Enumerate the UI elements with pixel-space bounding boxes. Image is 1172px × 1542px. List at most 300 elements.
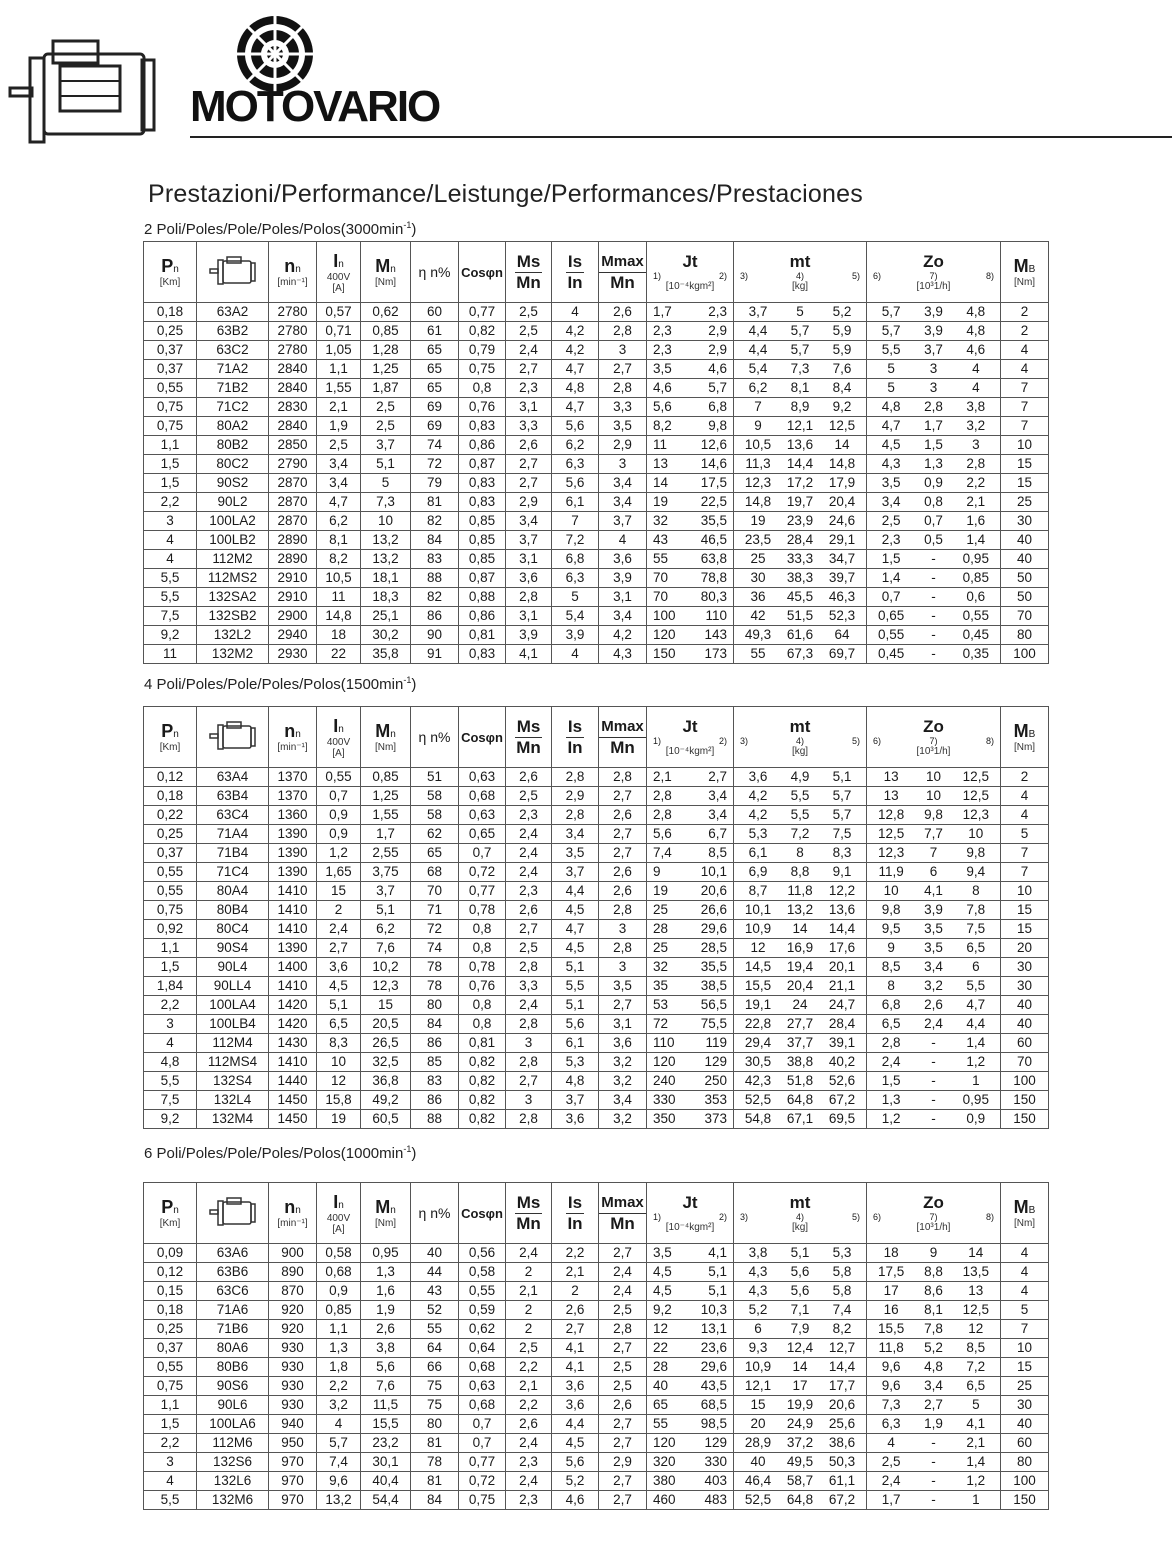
cell: 3,1 (613, 1016, 632, 1031)
cell: 35,5 (700, 513, 727, 528)
cell: 1,5 (160, 1416, 180, 1431)
col-ms-mn: $\frac{Ms}{Mn}$ (506, 1183, 552, 1244)
cell: 7 (1020, 418, 1029, 433)
cell: 30 (1016, 1397, 1033, 1412)
cell: 4,3 (613, 646, 632, 661)
cell: 112MS4 (207, 1054, 258, 1069)
cell: 40 (1016, 551, 1033, 566)
table-row (144, 1110, 1049, 1129)
cell: 5,7 (881, 304, 901, 319)
cell: 55 (653, 551, 669, 566)
cell: 0,68 (468, 788, 496, 803)
cell: 5,8 (832, 1283, 852, 1298)
table-row (144, 1244, 1049, 1263)
cell: 6 (929, 864, 938, 879)
cell: 13,2 (325, 1492, 352, 1507)
cell: 2,6 (376, 1321, 395, 1336)
cell: 2840 (277, 418, 308, 433)
cell: 4,4 (748, 342, 768, 357)
cell: 36 (750, 589, 766, 604)
cell: 2930 (277, 646, 308, 661)
cell: 2,4 (519, 1473, 538, 1488)
cell: 150 (653, 646, 676, 661)
cell: 2,8 (653, 807, 672, 822)
cell: 17,5 (700, 475, 727, 490)
cell: 0,75 (468, 1492, 496, 1507)
cell: 9,2 (160, 1111, 180, 1126)
cell: 0,55 (156, 883, 184, 898)
cell: 13,5 (962, 1264, 989, 1279)
cell: 120 (653, 627, 676, 642)
cell: 2910 (277, 570, 308, 585)
cell: 2,7 (613, 845, 632, 860)
cell: 40,4 (372, 1473, 399, 1488)
table-row (144, 417, 1049, 436)
cell: 2,9 (613, 1454, 632, 1469)
cell: 14 (792, 921, 808, 936)
cell: 79 (426, 475, 443, 490)
cell: 2,1 (966, 1435, 986, 1450)
cell: 0,64 (468, 1340, 496, 1355)
cell: 970 (281, 1454, 304, 1469)
cell: 3,5 (653, 1245, 672, 1260)
cell: 70 (426, 883, 443, 898)
cell: 16,9 (786, 940, 814, 955)
cell: 2,4 (519, 826, 538, 841)
table-row (144, 1472, 1049, 1491)
cell: 5,2 (924, 1340, 943, 1355)
cell: 2,6 (519, 902, 538, 917)
cell: 67,1 (786, 1111, 814, 1126)
cell: 950 (281, 1435, 304, 1450)
cell: 12,4 (786, 1340, 814, 1355)
cell: 2,6 (519, 1416, 538, 1431)
cell: 3,4 (519, 513, 538, 528)
cell: 112M4 (212, 1035, 253, 1050)
cell: 70 (1016, 608, 1033, 623)
cell: 3,1 (519, 551, 538, 566)
cell: 4,7 (565, 921, 585, 936)
cell: 4,2 (565, 342, 585, 357)
cell: - (931, 1454, 936, 1469)
cell: 1,3 (924, 456, 943, 471)
cell: - (931, 589, 936, 604)
cell: 4,1 (519, 646, 538, 661)
cell: 12,1 (786, 418, 814, 433)
table-row (144, 436, 1049, 455)
cell: 3 (618, 456, 627, 471)
cell: 10,2 (372, 959, 399, 974)
cell: 1 (972, 1073, 980, 1088)
cell: 14 (653, 475, 669, 490)
cell: 20,4 (828, 494, 856, 509)
cell: 1,7 (881, 1492, 901, 1507)
cell: 3 (972, 437, 980, 452)
cell: 55 (750, 646, 766, 661)
cell: 50 (1016, 589, 1033, 604)
cell: 11 (653, 437, 668, 452)
cell: 15,5 (744, 978, 772, 993)
cell: 2,7 (329, 940, 348, 955)
cell: 3,3 (519, 978, 538, 993)
motor-icon (8, 36, 158, 146)
cell: 2870 (277, 513, 308, 528)
cell: 84 (426, 532, 443, 547)
cell: 4,5 (881, 437, 901, 452)
col-cos-phi: Cosφn (459, 707, 506, 768)
cell: 24,7 (828, 997, 856, 1012)
cell: 2,7 (519, 1073, 538, 1088)
cell: 350 (653, 1111, 676, 1126)
cell: 483 (704, 1492, 727, 1507)
cell: 18 (883, 1245, 899, 1260)
cell: 2,7 (519, 921, 538, 936)
cell: 132M6 (211, 1492, 254, 1507)
table-row (144, 1072, 1049, 1091)
cell: 2,6 (519, 769, 538, 784)
cell: 26,5 (372, 1035, 399, 1050)
table-row (144, 939, 1049, 958)
cell: 9,6 (881, 1378, 901, 1393)
cell: 86 (426, 1035, 443, 1050)
cell: 12,5 (962, 769, 989, 784)
cell: 15 (1016, 456, 1033, 471)
cell: 6,5 (966, 940, 986, 955)
cell: 1,4 (881, 570, 901, 585)
cell: 42 (750, 608, 766, 623)
cell: 0,8 (472, 1016, 492, 1031)
cell: 15 (377, 997, 394, 1012)
cell: 10,1 (700, 864, 727, 879)
cell: 4,9 (790, 769, 810, 784)
cell: 0,75 (156, 418, 184, 433)
cell: 920 (281, 1302, 304, 1317)
cell: 1,25 (372, 361, 399, 376)
cell: 1,87 (372, 380, 399, 395)
cell: 0,85 (468, 551, 496, 566)
cell: 3,7 (519, 532, 538, 547)
cell: 80A6 (216, 1340, 249, 1355)
cell: 1,84 (156, 978, 184, 993)
cell: 2840 (277, 380, 308, 395)
col-mb: MB [Nm] (1001, 707, 1049, 768)
table-row (144, 863, 1049, 882)
cell: 13,2 (786, 902, 814, 917)
cell: 28 (653, 1359, 669, 1374)
cell: 17,7 (828, 1378, 856, 1393)
cell: 56,5 (700, 997, 727, 1012)
cell: 2,7 (613, 1473, 632, 1488)
cell: 30 (1016, 513, 1033, 528)
cell: 7,8 (924, 1321, 943, 1336)
cell: 3,2 (966, 418, 986, 433)
cell: 70 (653, 570, 669, 585)
cell: 0,8 (472, 921, 492, 936)
cell: 80 (1016, 627, 1033, 642)
cell: 1,5 (160, 456, 180, 471)
cell: 0,45 (878, 646, 905, 661)
cell: 90LL4 (213, 978, 252, 993)
cell: 5,5 (160, 589, 180, 604)
cell: 40 (1016, 532, 1033, 547)
cell: 51,5 (786, 608, 814, 623)
cell: 2,3 (519, 1454, 538, 1469)
cell: 25 (653, 902, 669, 917)
cell: 63B4 (216, 788, 249, 803)
cell: 22,5 (700, 494, 727, 509)
cell: 12,5 (962, 1302, 989, 1317)
cell: 2 (524, 1321, 533, 1336)
cell: 0,58 (468, 1264, 496, 1279)
cell: 0,82 (468, 323, 496, 338)
cell: 15 (1016, 902, 1033, 917)
cell: 4,6 (966, 342, 986, 357)
cell: 2,6 (519, 437, 538, 452)
cell: 150 (1013, 1092, 1036, 1107)
cell: 2,4 (881, 1473, 901, 1488)
cell: 2,4 (519, 1435, 538, 1450)
cell: 4,1 (565, 1340, 585, 1355)
cell: 3,5 (613, 978, 632, 993)
cell: 19,7 (786, 494, 814, 509)
cell: 63A2 (216, 304, 249, 319)
cell: 75 (426, 1378, 443, 1393)
cell: 82 (426, 589, 443, 604)
cell: 0,37 (156, 1340, 184, 1355)
cell: 4,2 (748, 788, 768, 803)
cell: 1,4 (966, 1454, 986, 1469)
cell: 0,85 (468, 532, 496, 547)
cell: 1,5 (160, 475, 180, 490)
cell: 5,5 (966, 978, 986, 993)
cell: 7,4 (832, 1302, 852, 1317)
cell: 0,56 (468, 1245, 496, 1260)
cell: 0,5 (924, 532, 943, 547)
cell: 19 (330, 1111, 347, 1126)
cell: 0,7 (472, 845, 492, 860)
cell: 4,8 (160, 1054, 180, 1069)
cell: 132M2 (211, 646, 254, 661)
cell: 1420 (277, 997, 308, 1012)
cell: 0,9 (966, 1111, 986, 1126)
cell: 4,4 (966, 1016, 986, 1031)
cell: 13,6 (828, 902, 856, 917)
cell: 2,4 (519, 864, 538, 879)
table-row (144, 901, 1049, 920)
cell: 29,4 (744, 1035, 772, 1050)
table-row (144, 1091, 1049, 1110)
cell: 23,6 (700, 1340, 727, 1355)
cell: 4,4 (565, 1416, 585, 1431)
cell: 65 (426, 342, 443, 357)
cell: 970 (281, 1492, 304, 1507)
cell: 2,1 (565, 1264, 585, 1279)
cell: 14,6 (700, 456, 727, 471)
cell: 0,82 (468, 1073, 496, 1088)
cell: 330 (704, 1454, 727, 1469)
cell: 2,7 (613, 1492, 632, 1507)
performance-table (143, 241, 1049, 664)
cell: 4,3 (748, 1283, 768, 1298)
cell: 353 (704, 1092, 727, 1107)
cell: 1,4 (966, 1035, 986, 1050)
cell: 5,1 (329, 997, 348, 1012)
cell: 8,7 (748, 883, 768, 898)
cell: 53 (653, 997, 669, 1012)
cell: 7 (571, 513, 579, 528)
cell: 3 (618, 959, 627, 974)
cell: 0,55 (962, 608, 989, 623)
cell: 3 (166, 1016, 174, 1031)
cell: 12,5 (962, 788, 989, 803)
table-row (144, 1396, 1049, 1415)
cell: 5,4 (748, 361, 768, 376)
cell: 2,8 (519, 1054, 538, 1069)
cell: 0,79 (468, 342, 496, 357)
cell: 65 (653, 1397, 669, 1412)
cell: 0,76 (468, 978, 496, 993)
cell: 9,8 (881, 902, 901, 917)
cell: 2,4 (519, 845, 538, 860)
cell: 1,55 (325, 380, 352, 395)
cell: 45,5 (786, 589, 814, 604)
cell: 0,95 (372, 1245, 399, 1260)
cell: 4,5 (653, 1264, 672, 1279)
cell: 0,72 (468, 864, 496, 879)
cell: 38,6 (828, 1435, 856, 1450)
cell: 80A4 (216, 883, 249, 898)
cell: 3,5 (565, 845, 585, 860)
cell: 11,8 (878, 1340, 904, 1355)
cell: 4,5 (653, 1283, 672, 1298)
cell: 2,8 (613, 769, 632, 784)
cell: 5 (1020, 1302, 1029, 1317)
cell: 10,5 (325, 570, 352, 585)
cell: 3,7 (376, 883, 395, 898)
cell: 2,7 (613, 1245, 632, 1260)
cell: 5,1 (376, 902, 395, 917)
cell: 9,8 (708, 418, 727, 433)
cell: 2,55 (372, 845, 399, 860)
cell: 14,5 (744, 959, 772, 974)
cell: 3,5 (924, 921, 943, 936)
cell: 0,68 (468, 1397, 496, 1412)
cell: 52,6 (828, 1073, 856, 1088)
cell: 1,1 (160, 940, 180, 955)
cell: 80B4 (216, 902, 249, 917)
col-mmax-mn: $\frac{Mmax}{Mn}$ (599, 1183, 647, 1244)
section-title: 2 Poli/$Poles/Pole/Poles/Polos(3000\min^{-1})$ (144, 220, 417, 238)
cell: 2780 (277, 323, 308, 338)
cell: 7 (1020, 1321, 1029, 1336)
col-nn: nn [min⁻¹] (269, 1183, 317, 1244)
cell: 6,2 (565, 437, 585, 452)
cell: 4,8 (881, 399, 901, 414)
cell: 14,8 (744, 494, 772, 509)
cell: 5,7 (832, 807, 852, 822)
cell: 6,3 (565, 456, 585, 471)
cell: 4,2 (748, 807, 768, 822)
cell: 80A2 (216, 418, 249, 433)
cell: 5,6 (653, 399, 672, 414)
cell: 4,1 (708, 1245, 727, 1260)
cell: 3 (618, 921, 627, 936)
cell: 2,7 (708, 769, 727, 784)
cell: 9,8 (966, 845, 986, 860)
cell: 51,8 (786, 1073, 814, 1088)
table-row (144, 806, 1049, 825)
col-pn: Pn [Km] (144, 242, 197, 303)
table-row (144, 1320, 1049, 1339)
cell: 3,2 (613, 1054, 632, 1069)
cell: 5,7 (832, 788, 852, 803)
cell: 69 (426, 418, 443, 433)
cell: 23,5 (744, 532, 772, 547)
cell: 17,5 (878, 1264, 905, 1279)
cell: 63C6 (216, 1283, 249, 1298)
cell: 63C2 (216, 342, 249, 357)
cell: 3,2 (613, 1111, 632, 1126)
cell: 15 (1016, 475, 1033, 490)
table-row (144, 645, 1049, 664)
cell: 2,8 (519, 1111, 538, 1126)
cell: 5,1 (832, 769, 852, 784)
cell: 3,4 (613, 1092, 632, 1107)
cell: 2,3 (881, 532, 901, 547)
cell: 18,3 (372, 589, 399, 604)
cell: 100LB4 (209, 1016, 256, 1031)
cell: 150 (1013, 1111, 1036, 1126)
cell: 3,6 (613, 1035, 632, 1050)
cell: 90 (426, 627, 443, 642)
cell: 84 (426, 1016, 443, 1031)
cell: 51 (426, 769, 443, 784)
cell: 90S6 (216, 1378, 249, 1393)
cell: 2890 (277, 551, 308, 566)
cell: 4 (571, 646, 579, 661)
cell: 173 (704, 646, 727, 661)
cell: 8,5 (881, 959, 901, 974)
cell: 3,6 (748, 769, 768, 784)
cell: 20,6 (828, 1397, 856, 1412)
cell: 3,5 (881, 475, 901, 490)
cell: 12,3 (962, 807, 989, 822)
table-row (144, 341, 1049, 360)
cell: 2,5 (519, 788, 538, 803)
cell: 2,8 (519, 1016, 538, 1031)
cell: 71A2 (216, 361, 249, 376)
performance-table (143, 1182, 1049, 1510)
cell: 40 (1016, 1016, 1033, 1031)
cell: 7,5 (160, 608, 180, 623)
cell: 2,7 (519, 475, 538, 490)
cell: 2,5 (519, 940, 538, 955)
cell: 4 (166, 1473, 174, 1488)
cell: 0,87 (468, 456, 496, 471)
cell: 330 (653, 1092, 676, 1107)
cell: 11,9 (878, 864, 904, 879)
cell: 5,1 (565, 997, 585, 1012)
cell: 58 (426, 788, 443, 803)
cell: 10 (925, 769, 941, 784)
cell: 35,8 (372, 646, 399, 661)
cell: 940 (281, 1416, 304, 1431)
cell: 3,7 (565, 1092, 585, 1107)
col-ms-mn: $\frac{Ms}{Mn}$ (506, 707, 552, 768)
cell: 15 (750, 1397, 766, 1412)
cell: 0,77 (468, 883, 496, 898)
cell: 2,1 (329, 399, 348, 414)
